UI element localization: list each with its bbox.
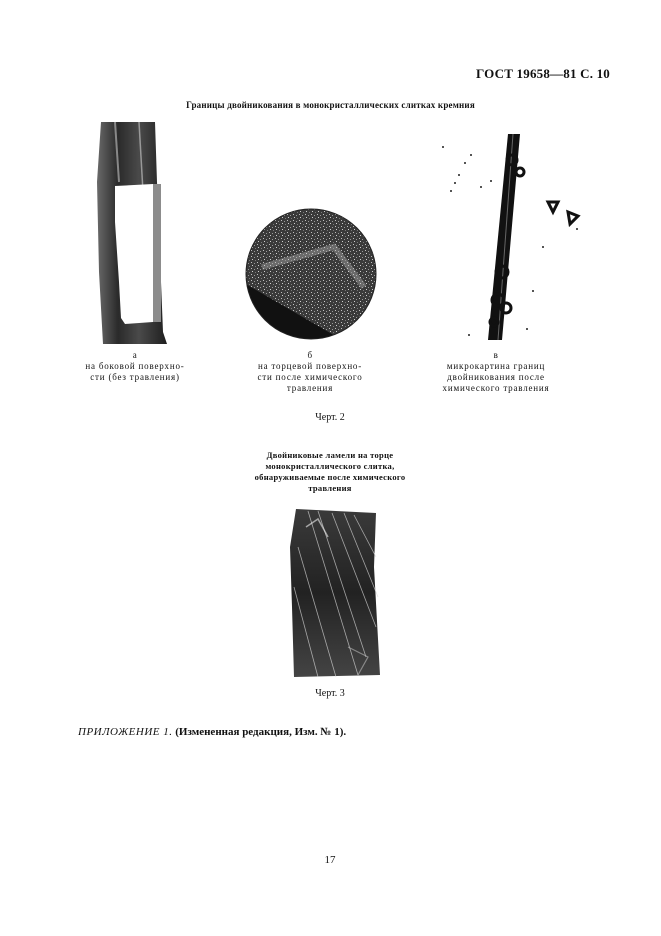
figure2-letter-b: б [307, 350, 313, 360]
figure2-photo-c [440, 132, 590, 342]
figure2-caption-b: на торцевой поверхно- сти после химического травления [257, 361, 363, 393]
appendix-revision: (Измененная редакция, Изм. № 1). [175, 726, 347, 738]
figure2-title: Границы двойникования в монокристаллических слитках кремния [186, 100, 475, 110]
figure2-photo-a [95, 122, 167, 344]
figure2-letter-a: а [132, 350, 138, 360]
figure3-label: Черт. 3 [315, 688, 345, 699]
figure2-caption-a: на боковой поверхно- сти (без травления) [85, 361, 185, 382]
figure2-caption-c: микрокартина границ двойникования после химического травления [442, 361, 550, 393]
figure2-label: Черт. 2 [315, 412, 345, 423]
figure2-letter-c: в [493, 350, 499, 360]
figure2-photo-b [244, 207, 378, 341]
document-header: ГОСТ 19658—81 С. 10 [476, 66, 610, 81]
page-number: 17 [324, 854, 336, 866]
figure3-photo [288, 507, 384, 679]
appendix-note [78, 726, 346, 738]
figure3-title: Двойниковые ламели на торце монокристаллического слитка, обнаруживаемые после химического травления [254, 450, 406, 493]
appendix-label: ПРИЛОЖЕНИЕ 1. [78, 726, 173, 738]
